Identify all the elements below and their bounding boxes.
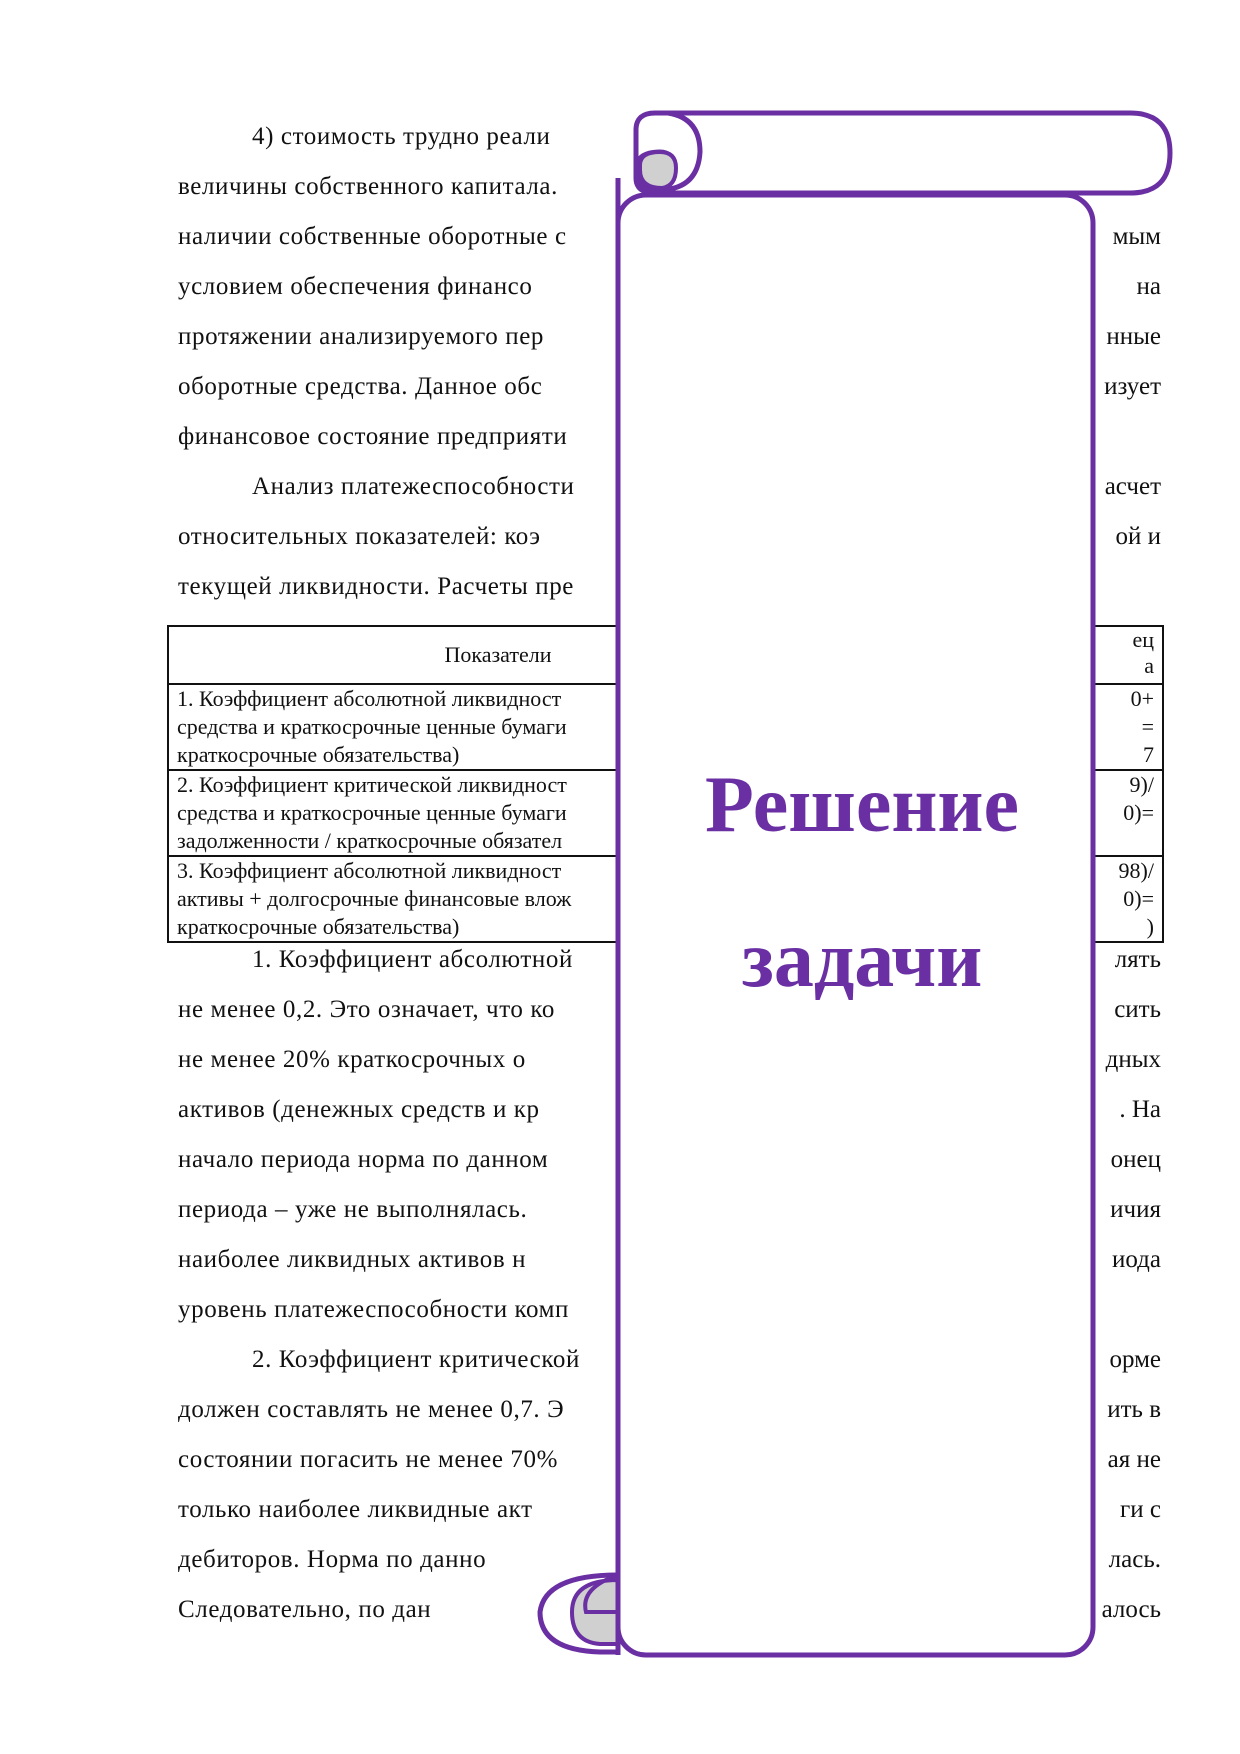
text-line: 1. Коэффициент абсолютной [252,946,573,973]
text-line: периода – уже не выполнялась. [178,1196,528,1223]
text-fragment: на [1136,273,1161,300]
text-line: 2. Коэффициент критической [252,1346,580,1373]
text-fragment: сить [1114,996,1161,1023]
table-cell: 1. Коэффициент абсолютной ликвидност средства и краткосрочные ценные бумаги краткосрочные обязательства) [168,684,1078,770]
text-line: начало периода норма по данном [178,1146,549,1173]
scroll-title-line-1: Решение [704,761,1020,849]
table-cell: 2. Коэффициент критической ликвидност средства и краткосрочные ценные бумаги задолженности / краткосрочные обязател [168,770,1078,856]
text-line: дебиторов. Норма по данно [178,1546,487,1573]
scroll-title-line-2: задачи [741,916,983,1004]
text-fragment: ичия [1110,1196,1161,1223]
text-line: должен составлять не менее 0,7. Э [178,1396,565,1423]
text-line: не менее 20% краткосрочных о [178,1046,526,1073]
text-line: оборотные средства. Данное обс [178,373,543,400]
text-fragment: асчет [1104,473,1161,500]
text-fragment: ги с [1120,1496,1161,1523]
text-line: не менее 0,2. Это означает, что ко [178,996,555,1023]
text-line: Анализ платежеспособности [252,473,575,500]
top-curl-fill [640,152,676,188]
text-line: относительных показателей: коэ [178,523,541,550]
text-fragment: мым [1112,223,1161,250]
table-cell: 98)/ 0)= ) [1078,856,1163,942]
text-line: 4) стоимость трудно реали [252,123,551,150]
text-fragment: онец [1110,1146,1161,1173]
table-cell: 0+ = 7 [1078,684,1163,770]
text-line: текущей ликвидности. Расчеты пре [178,573,575,600]
text-line: протяжении анализируемого пер [178,323,544,350]
scroll-top-roll [636,113,1170,193]
text-fragment: . На [1119,1096,1161,1123]
text-fragment: ить в [1107,1396,1161,1423]
table-cell: 3. Коэффициент абсолютной ликвидност активы + долгосрочные финансовые влож краткосрочные обязательства) [168,856,1078,942]
text-fragment: алось [1101,1596,1161,1623]
text-line: наиболее ликвидных активов н [178,1246,527,1273]
text-fragment: ая не [1107,1446,1161,1473]
text-fragment: нные [1106,323,1161,350]
text-line: величины собственного капитала. [178,173,558,200]
text-fragment: изует [1104,373,1161,400]
text-line: состоянии погасить не менее 70% [178,1446,558,1473]
text-fragment: иода [1112,1246,1161,1273]
text-line: уровень платежеспособности комп [178,1296,570,1323]
text-fragment: лять [1114,946,1161,973]
text-line: активов (денежных средств и кр [178,1096,540,1123]
text-fragment: дных [1105,1046,1161,1073]
table-header-fragment: ец а [1078,626,1163,684]
text-fragment: лась. [1108,1546,1161,1573]
text-fragment: ой и [1115,523,1161,550]
text-line: финансовое состояние предприяти [178,423,568,450]
text-line: условием обеспечения финансо [178,273,533,300]
text-line: Следовательно, по дан [178,1596,432,1623]
table-header-label: Показатели [444,642,552,667]
table-cell: 9)/ 0)= [1078,770,1163,856]
text-fragment: орме [1109,1346,1161,1373]
text-line: наличии собственные оборотные с [178,223,567,250]
text-line: только наиболее ликвидные акт [178,1496,533,1523]
